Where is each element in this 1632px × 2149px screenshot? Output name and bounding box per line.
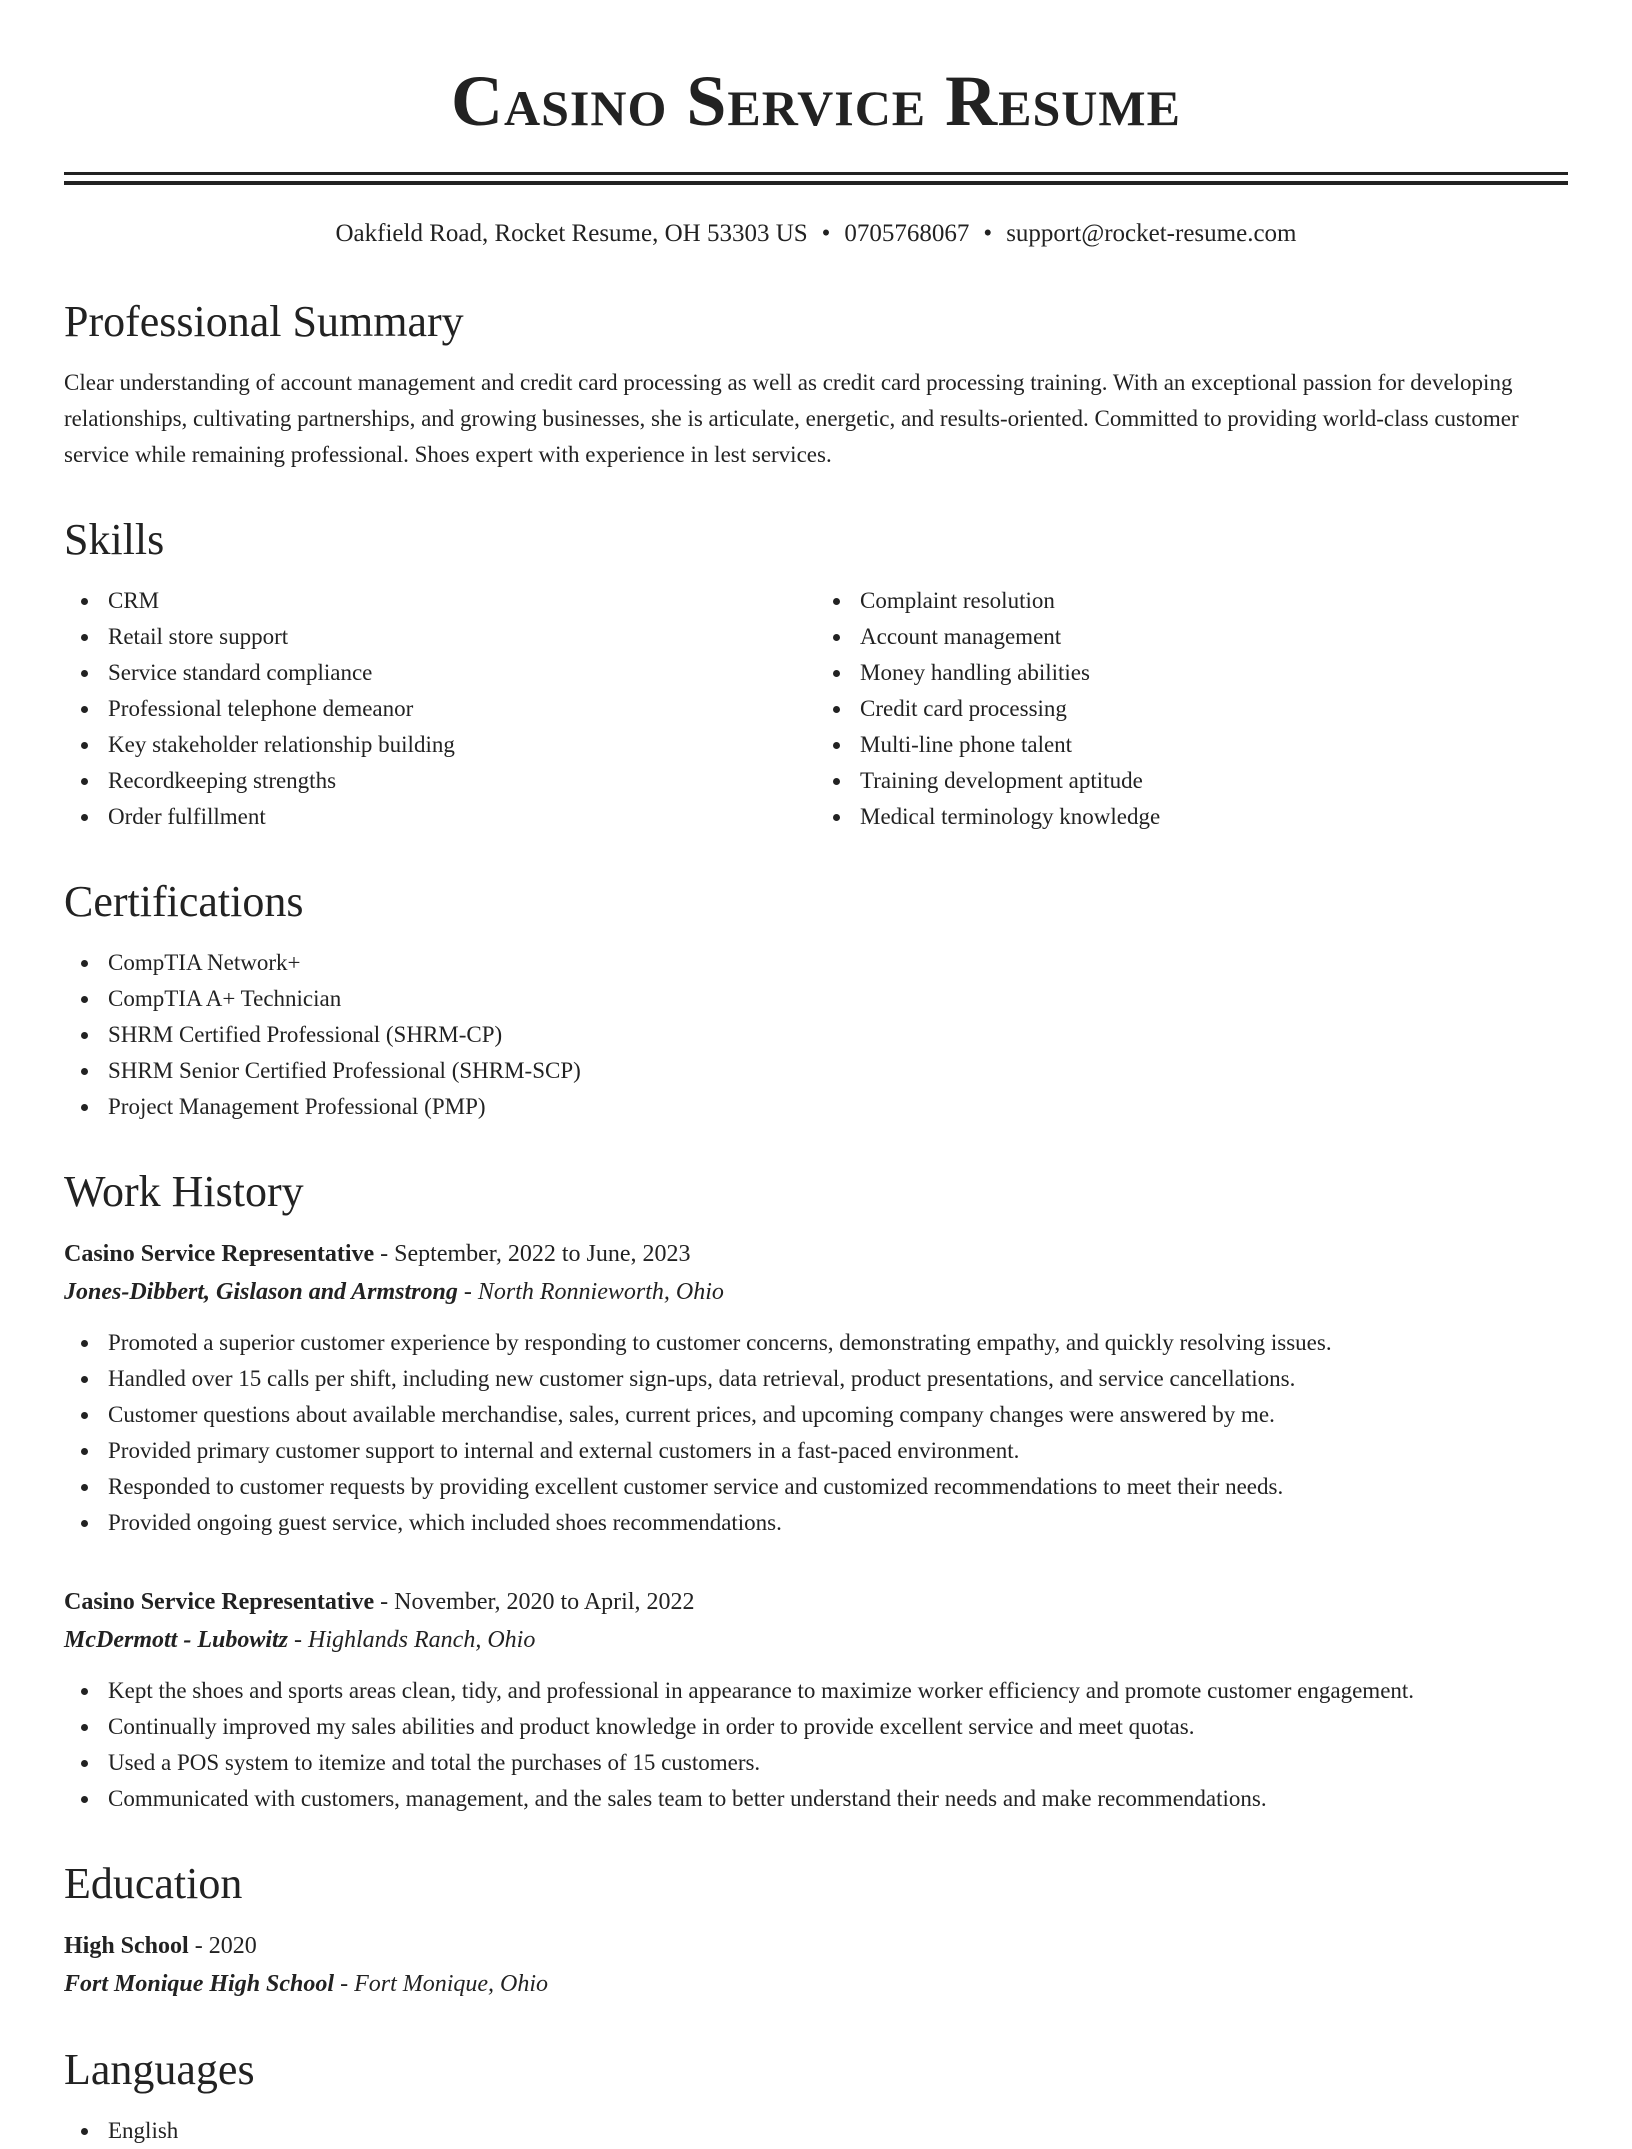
job-bullet: Handled over 15 calls per shift, including new customer sign-ups, data retrieval, product presentations, and service cancellations.: [64, 1361, 1568, 1397]
certification-item: SHRM Certified Professional (SHRM-CP): [64, 1017, 1568, 1053]
education-degree: High School: [64, 1933, 189, 1959]
contact-separator: •: [983, 220, 993, 247]
skill-item: Money handling abilities: [816, 655, 1568, 691]
language-item: English: [64, 2113, 1568, 2149]
education-location: - Fort Monique, Ohio: [334, 1971, 549, 1997]
skill-item: Training development aptitude: [816, 763, 1568, 799]
certification-item: CompTIA Network+: [64, 945, 1568, 981]
certification-item: Project Management Professional (PMP): [64, 1089, 1568, 1125]
education-degree-line: [64, 1927, 1568, 1965]
job-bullet: Continually improved my sales abilities and product knowledge in order to provide excellent service and meet quotas.: [64, 1709, 1568, 1745]
job-bullet: Responded to customer requests by providing excellent customer service and customized recommendations to meet their needs.: [64, 1469, 1568, 1505]
languages-list: [64, 2113, 1568, 2149]
summary-section: [64, 297, 1568, 473]
contact-line: [64, 219, 1568, 249]
skill-item: Multi-line phone talent: [816, 727, 1568, 763]
education-section: [64, 1859, 1568, 2003]
certification-item: CompTIA A+ Technician: [64, 981, 1568, 1017]
certifications-section: [64, 877, 1568, 1125]
job-entry: [64, 1583, 1568, 1817]
job-bullets: [64, 1673, 1568, 1817]
resume-title: Casino Service Resume: [451, 61, 1181, 141]
skills-heading: Skills: [64, 515, 165, 564]
job-bullets: [64, 1325, 1568, 1541]
contact-email: support@rocket-resume.com: [1006, 220, 1297, 247]
work-history-section: [64, 1167, 1568, 1817]
education-year: - 2020: [188, 1933, 257, 1959]
job-bullet: Kept the shoes and sports areas clean, tidy, and professional in appearance to maximize worker efficiency and promote customer engagement.: [64, 1673, 1568, 1709]
job-bullet: Provided primary customer support to internal and external customers in a fast-paced environment.: [64, 1433, 1568, 1469]
certifications-list: [64, 945, 1568, 1125]
skill-item: Account management: [816, 619, 1568, 655]
summary-heading: Professional Summary: [64, 297, 464, 346]
skill-item: Recordkeeping strengths: [64, 763, 816, 799]
job-title-line: [64, 1235, 1568, 1273]
certifications-heading: Certifications: [64, 877, 304, 926]
job-bullet: Communicated with customers, management, and the sales team to better understand their needs and make recommendations.: [64, 1781, 1568, 1817]
skill-item: Medical terminology knowledge: [816, 799, 1568, 835]
skill-item: CRM: [64, 583, 816, 619]
job-title: Casino Service Representative: [64, 1589, 375, 1615]
skills-section: [64, 515, 1568, 835]
job-bullet: Provided ongoing guest service, which included shoes recommendations.: [64, 1505, 1568, 1541]
job-title-line: [64, 1583, 1568, 1621]
certification-item: SHRM Senior Certified Professional (SHRM-SCP): [64, 1053, 1568, 1089]
job-entry: [64, 1235, 1568, 1541]
education-school-line: [64, 1965, 1568, 2003]
skills-columns: [64, 583, 1568, 835]
languages-section: [64, 2045, 1568, 2149]
skill-item: Service standard compliance: [64, 655, 816, 691]
skill-item: Order fulfillment: [64, 799, 816, 835]
job-title: Casino Service Representative: [64, 1241, 375, 1267]
job-bullet: Customer questions about available merchandise, sales, current prices, and upcoming company changes were answered by me.: [64, 1397, 1568, 1433]
skill-item: Professional telephone demeanor: [64, 691, 816, 727]
skill-item: Retail store support: [64, 619, 816, 655]
skill-item: Complaint resolution: [816, 583, 1568, 619]
skills-list-left: [64, 583, 816, 835]
skill-item: Key stakeholder relationship building: [64, 727, 816, 763]
work-history-heading: Work History: [64, 1167, 304, 1216]
contact-phone: 0705768067: [844, 220, 970, 247]
job-company: Jones-Dibbert, Gislason and Armstrong: [64, 1279, 458, 1305]
job-location: - Highlands Ranch, Ohio: [288, 1627, 536, 1653]
education-heading: Education: [64, 1859, 243, 1908]
contact-address: Oakfield Road, Rocket Resume, OH 53303 US: [335, 220, 808, 247]
job-company: McDermott - Lubowitz: [64, 1627, 289, 1653]
job-dates: - November, 2020 to April, 2022: [374, 1589, 695, 1615]
languages-heading: Languages: [64, 2045, 255, 2094]
summary-text: Clear understanding of account management and credit card processing as well as credit card processing training. With an exceptional passion for developing relationships, cultivating partnerships, and growing businesses, she is articulate, energetic, and results-oriented. Committed to providing world-class customer service while remaining professional. Shoes expert with experience in lest services.: [64, 370, 1519, 467]
job-location: - North Ronnieworth, Ohio: [457, 1279, 724, 1305]
skills-list-right: [816, 583, 1568, 835]
job-company-line: [64, 1621, 1568, 1659]
education-school: Fort Monique High School: [64, 1971, 335, 1997]
job-dates: - September, 2022 to June, 2023: [374, 1241, 691, 1267]
job-company-line: [64, 1273, 1568, 1311]
job-bullet: Used a POS system to itemize and total the purchases of 15 customers.: [64, 1745, 1568, 1781]
title-divider-top: [64, 172, 1568, 175]
job-bullet: Promoted a superior customer experience by responding to customer concerns, demonstrating empathy, and quickly resolving issues.: [64, 1325, 1568, 1361]
title-divider-bottom: [64, 181, 1568, 185]
contact-separator: •: [821, 220, 831, 247]
skill-item: Credit card processing: [816, 691, 1568, 727]
